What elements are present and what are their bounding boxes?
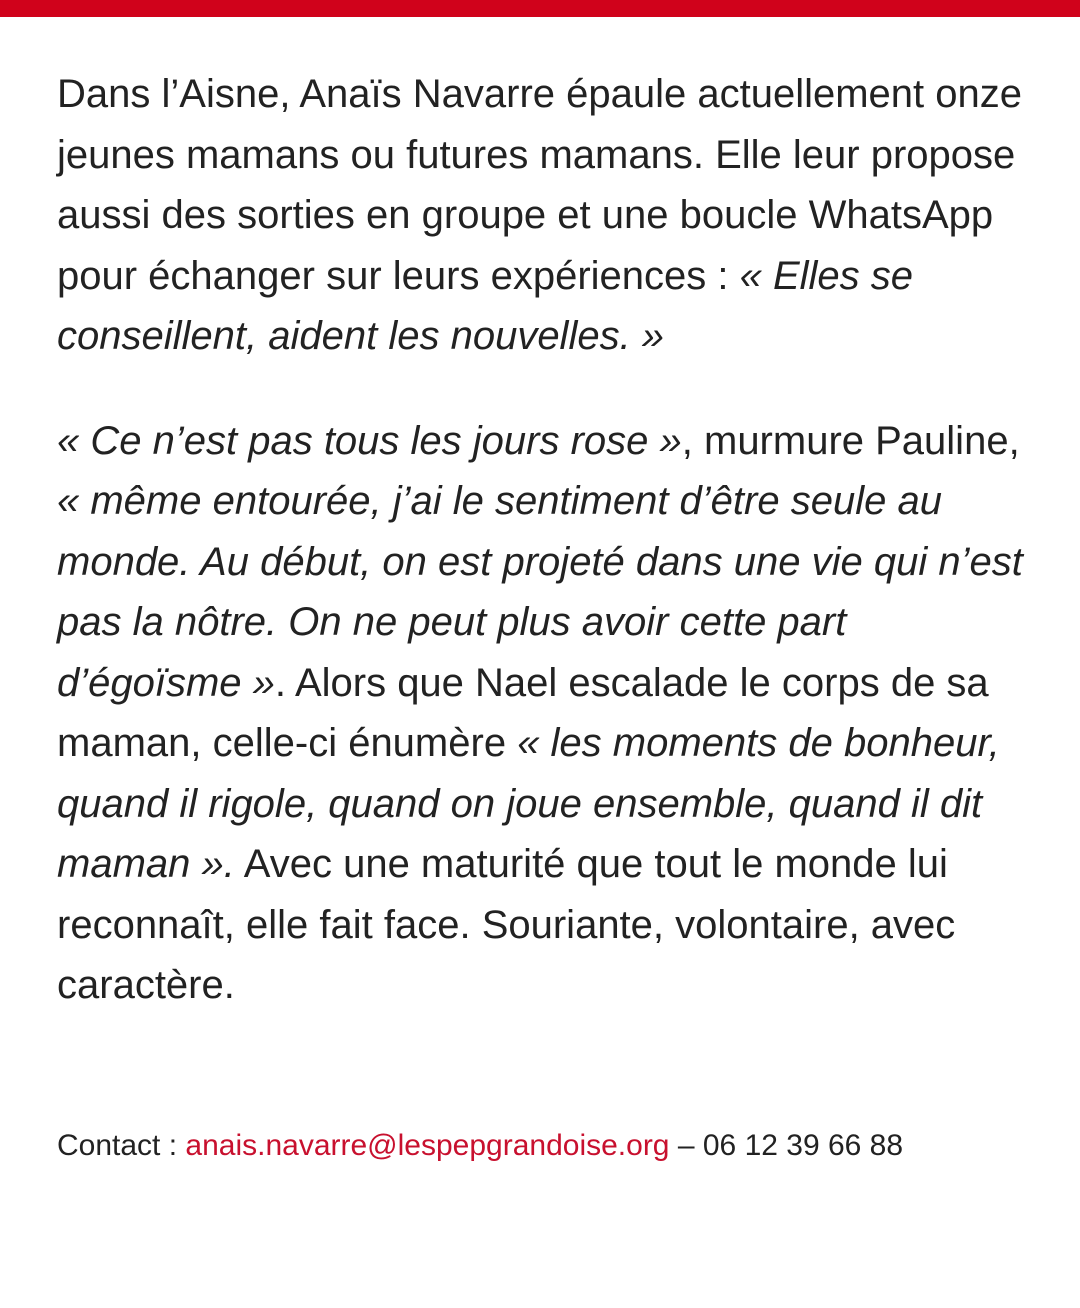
quote-meme-entouree: « même entourée, j’ai le sentiment d’être seule au monde. Au début, on est projeté dans une vie qui n’est pas la nôtre. On ne peut plus avoir cette part d’égoïsme »: [57, 479, 1023, 705]
contact-line: [57, 1126, 903, 1166]
paragraph-1-text: Dans l’Aisne, Anaïs Navarre épaule actuellement onze jeunes mamans ou futures mamans. Elle leur propose aussi des sorties en groupe et une boucle WhatsApp pour échanger sur leurs expériences :: [57, 72, 1022, 298]
contact-separator: –: [669, 1129, 703, 1162]
contact-phone: 06 12 39 66 88: [702, 1129, 904, 1162]
paragraph-2-text-b: . Alors que Nael escalade le corps de sa maman, celle-ci énumère: [57, 660, 989, 765]
paragraph-2: [57, 411, 1027, 1016]
paragraph-2-text-c: Avec une maturité que tout le monde lui reconnaît, elle fait face. Souriante, volontaire, avec caractère.: [57, 842, 956, 1007]
top-accent-bar: [0, 0, 1080, 17]
contact-label: Contact :: [57, 1129, 186, 1162]
quote-pas-tous-les-jours-rose: « Ce n’est pas tous les jours rose »: [57, 418, 682, 463]
paragraph-2-text-a: , murmure Pauline,: [681, 418, 1020, 463]
paragraph-1: [57, 64, 1027, 367]
article-body: [57, 64, 1027, 1016]
contact-email-link[interactable]: anais.navarre@lespepgrandoise.org: [185, 1129, 670, 1162]
quote-moments-de-bonheur: « les moments de bonheur, quand il rigole, quand on joue ensemble, quand il dit maman ».: [57, 721, 1000, 886]
quote-elles-se-conseillent: « Elles se conseillent, aident les nouvelles. »: [57, 253, 914, 358]
